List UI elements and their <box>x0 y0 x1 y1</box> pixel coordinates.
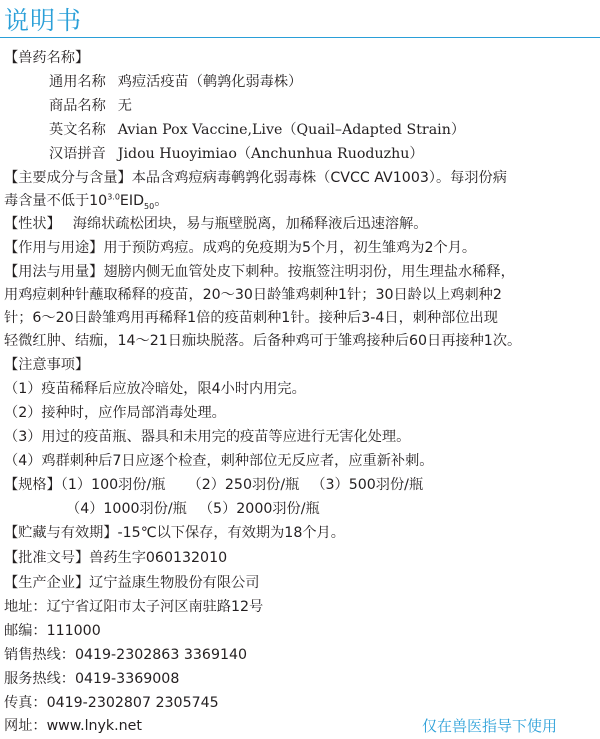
composition-line-2 <box>4 191 168 211</box>
dosage-line-3: 针；6～20日龄雏鸡用再稀释1倍的疫苗刺种1针。接种后3-4日，刺种部位出现 <box>4 310 498 326</box>
usage-text: 用于预防鸡痘。成鸡的免疫期为5个月，初生雏鸡为2个月。 <box>103 240 477 256</box>
spec-option-3: （3）500羽份/瓶 <box>311 477 424 493</box>
spec-option-2: （2）250羽份/瓶 <box>187 477 300 493</box>
dosage-text-1: 翅膀内侧无血管处皮下刺种。按瓶签注明羽份，用生理盐水稀释， <box>103 264 515 280</box>
potency-exponent: 3.0 <box>107 192 120 202</box>
approval-line <box>4 548 227 568</box>
spec-option-1: （1）100羽份/瓶 <box>60 477 166 493</box>
dosage-line-4: 轻微红肿、结痂，14～21日痂块脱落。后备种鸡可于雏鸡接种后60日再接种1次。 <box>4 333 522 349</box>
english-name-value: Avian Pox Vaccine,Live（Quail–Adapted Strain） <box>117 122 466 138</box>
eid-unit: EID <box>119 193 144 209</box>
storage-heading: 【贮藏与有效期】 <box>4 525 118 541</box>
website-line: 网址：www.lnyk.net <box>4 718 142 734</box>
composition-text-2: 毒含量不低于10 <box>4 193 108 209</box>
properties-heading: 【性状】 <box>4 216 61 232</box>
precaution-item-1: （1）疫苗稀释后应放冷暗处，限4小时内用完。 <box>4 381 306 397</box>
trade-name-label: 商品名称 <box>49 98 106 114</box>
properties-line <box>4 214 427 234</box>
composition-line-1 <box>4 168 507 188</box>
postcode-line: 邮编：111000 <box>4 623 101 639</box>
fax-line: 传真：0419-2302807 2305745 <box>4 695 219 711</box>
composition-heading: 【主要成分与含量】 <box>4 170 132 186</box>
approval-number: 兽药生字060132010 <box>89 550 228 566</box>
veterinary-guidance-notice: 仅在兽医指导下使用 <box>421 717 557 735</box>
title-divider <box>0 37 600 38</box>
pinyin-name-value: Jidou Huoyimiao（Anchunhua Ruoduzhu） <box>117 146 424 162</box>
storage-text: -15℃以下保存，有效期为18个月。 <box>117 525 345 541</box>
generic-name-label: 通用名称 <box>49 74 106 90</box>
precaution-item-2: （2）接种时，应作局部消毒处理。 <box>4 405 226 421</box>
pinyin-name-row <box>49 144 424 164</box>
precaution-item-4: （4）鸡群刺种后7日应逐个检查，刺种部位无反应者，应重新补刺。 <box>4 453 434 469</box>
trade-name-row <box>49 96 132 116</box>
vet-drug-name-heading: 【兽药名称】 <box>4 50 90 66</box>
spec-option-5: （5）2000羽份/瓶 <box>198 501 320 517</box>
page-title: 说明书 <box>4 6 83 35</box>
manufacturer-line <box>4 573 259 593</box>
english-name-row <box>49 120 465 140</box>
storage-line <box>4 523 345 543</box>
specs-line-1 <box>4 475 423 495</box>
specs-line-2 <box>66 499 320 519</box>
precaution-item-3: （3）用过的疫苗瓶、器具和未用完的疫苗等应进行无害化处理。 <box>4 429 411 445</box>
precautions-heading: 【注意事项】 <box>4 357 90 373</box>
properties-text: 海绵状疏松团块，易与瓶壁脱离，加稀释液后迅速溶解。 <box>72 216 428 232</box>
manufacturer-name: 辽宁益康生物股份有限公司 <box>89 575 260 591</box>
composition-text-1: 本品含鸡痘病毒鹌鹑化弱毒株（CVCC AV1003）。每羽份病 <box>131 170 507 186</box>
dosage-heading: 【用法与用量】 <box>4 264 104 280</box>
trade-name-value: 无 <box>117 98 132 114</box>
english-name-label: 英文名称 <box>49 122 106 138</box>
address-line: 地址：辽宁省辽阳市太子河区南驻路12号 <box>4 599 264 615</box>
manufacturer-heading: 【生产企业】 <box>4 575 90 591</box>
specs-heading: 【规格】 <box>4 477 61 493</box>
usage-heading: 【作用与用途】 <box>4 240 104 256</box>
dosage-line-1 <box>4 262 515 282</box>
service-hotline: 服务热线：0419-3369008 <box>4 671 180 687</box>
dosage-line-2: 用鸡痘刺种针蘸取稀释的疫苗，20～30日龄雏鸡刺种1针；30日龄以上鸡刺种2 <box>4 287 502 303</box>
pinyin-name-label: 汉语拼音 <box>49 146 106 162</box>
generic-name-value: 鸡痘活疫苗（鹌鹑化弱毒株） <box>117 74 303 90</box>
composition-end: 。 <box>154 193 169 209</box>
approval-heading: 【批准文号】 <box>4 550 90 566</box>
eid-subscript: 50 <box>144 201 155 211</box>
generic-name-row <box>49 72 302 92</box>
sales-hotline: 销售热线：0419-2302863 3369140 <box>4 647 248 663</box>
usage-line <box>4 238 476 258</box>
spec-option-4: （4）1000羽份/瓶 <box>66 501 187 517</box>
